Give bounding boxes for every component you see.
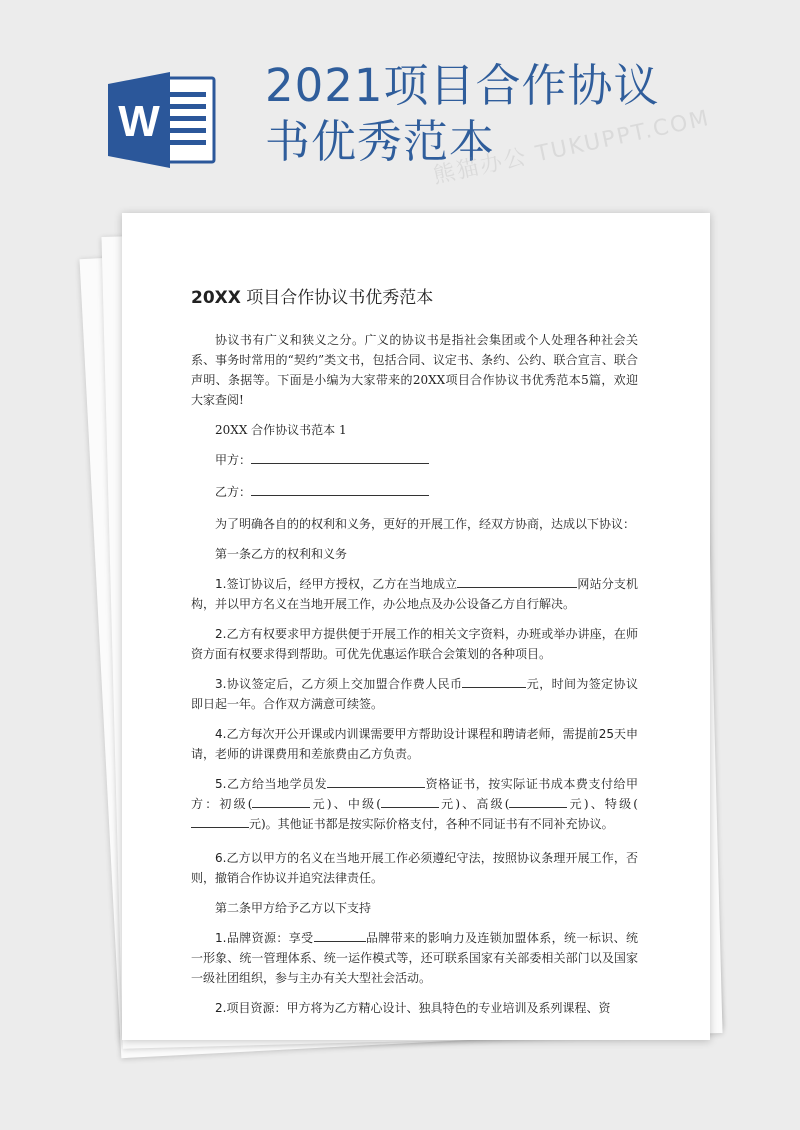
banner: [0, 0, 800, 205]
word-document-icon: [108, 70, 218, 170]
article-2-title: 第二条甲方给予乙方以下支持: [215, 901, 372, 915]
support-1-brand-blank[interactable]: [314, 928, 366, 942]
clause-3-blank[interactable]: [462, 674, 526, 688]
document-body: [191, 283, 638, 1028]
party-b-line: 乙方：: [191, 482, 638, 502]
party-b-blank[interactable]: [251, 482, 429, 496]
clause-3: 3.协议签定后，乙方须上交加盟合作费人民币 元，时间为签定协议即日起一年。合作双方满意可续签。: [191, 674, 638, 714]
clause-5: 5.乙方给当地学员发 资格证书，按实际证书成本费支付给甲方：初级( 元)、中级( 元)、高级( 元)、特级(元)。其他证书都是按实际价格支付，各种不同证书有不同补充协议。: [191, 774, 638, 834]
clause-5-special-blank[interactable]: [191, 814, 249, 828]
article-1-title: 第一条乙方的权利和义务: [215, 547, 348, 561]
banner-title: [265, 58, 785, 170]
word-icon-letter: W: [118, 97, 160, 146]
document-title: 20XX 项目合作协议书优秀范本: [191, 288, 434, 308]
clause-1-blank[interactable]: [457, 574, 577, 588]
intro-paragraph: 协议书有广义和狭义之分。广义的协议书是指社会集团或个人处理各种社会关系、事务时常用的“契约”类文书，包括合同、议定书、条约、公约、联合宣言、联合声明、条据等。下面是小编为大家带来的20XX项目合作协议书优秀范本5篇，欢迎大家查阅!: [191, 333, 638, 407]
watermark: 熊猫办公 TUKUPPT.COM: [430, 105, 713, 190]
clause-1: 1.签订协议后，经甲方授权，乙方在当地成立 网站分支机构，并以甲方名义在当地开展工作，办公地点及办公设备乙方自行解决。: [191, 574, 638, 614]
section-title: 20XX 合作协议书范本 1: [215, 423, 347, 437]
clause-6: 6.乙方以甲方的名义在当地开展工作必须遵纪守法，按照协议条理开展工作，否则，撤销合作协议并追究法律责任。: [191, 851, 638, 885]
clause-5-cert-blank[interactable]: [327, 774, 425, 788]
clause-2: 2.乙方有权要求甲方提供便于开展工作的相关文字资料，办班或举办讲座，在师资方面有权要求得到帮助。可优先优惠运作联合会策划的各种项目。: [191, 627, 638, 661]
support-2: 2.项目资源：甲方将为乙方精心设计、独具特色的专业培训及系列课程、资: [215, 1001, 611, 1015]
clause-5-middle-blank[interactable]: [381, 794, 439, 808]
clause-5-senior-blank[interactable]: [509, 794, 567, 808]
clause-5-junior-blank[interactable]: [252, 794, 310, 808]
purpose-paragraph: 为了明确各自的的权利和义务，更好的开展工作，经双方协商，达成以下协议：: [215, 517, 636, 531]
banner-title-line-1: 2021项目合作协议: [265, 59, 660, 112]
party-a-blank[interactable]: [251, 450, 429, 464]
support-1: 1.品牌资源：享受 品牌带来的影响力及连锁加盟体系，统一标识、统一形象、统一管理体系、统一运作模式等，还可联系国家有关部委相关部门以及国家一级社团组织，参与主办有关大型社会活动。: [191, 928, 638, 988]
clause-4: 4.乙方每次开公开课或内训课需要甲方帮助设计课程和聘请老师，需提前25天申请，老师的讲课费用和差旅费由乙方负责。: [191, 727, 638, 761]
party-a-line: 甲方：: [191, 450, 638, 470]
document-page: [122, 213, 710, 1040]
banner-title-line-2: 书优秀范本: [265, 115, 496, 168]
